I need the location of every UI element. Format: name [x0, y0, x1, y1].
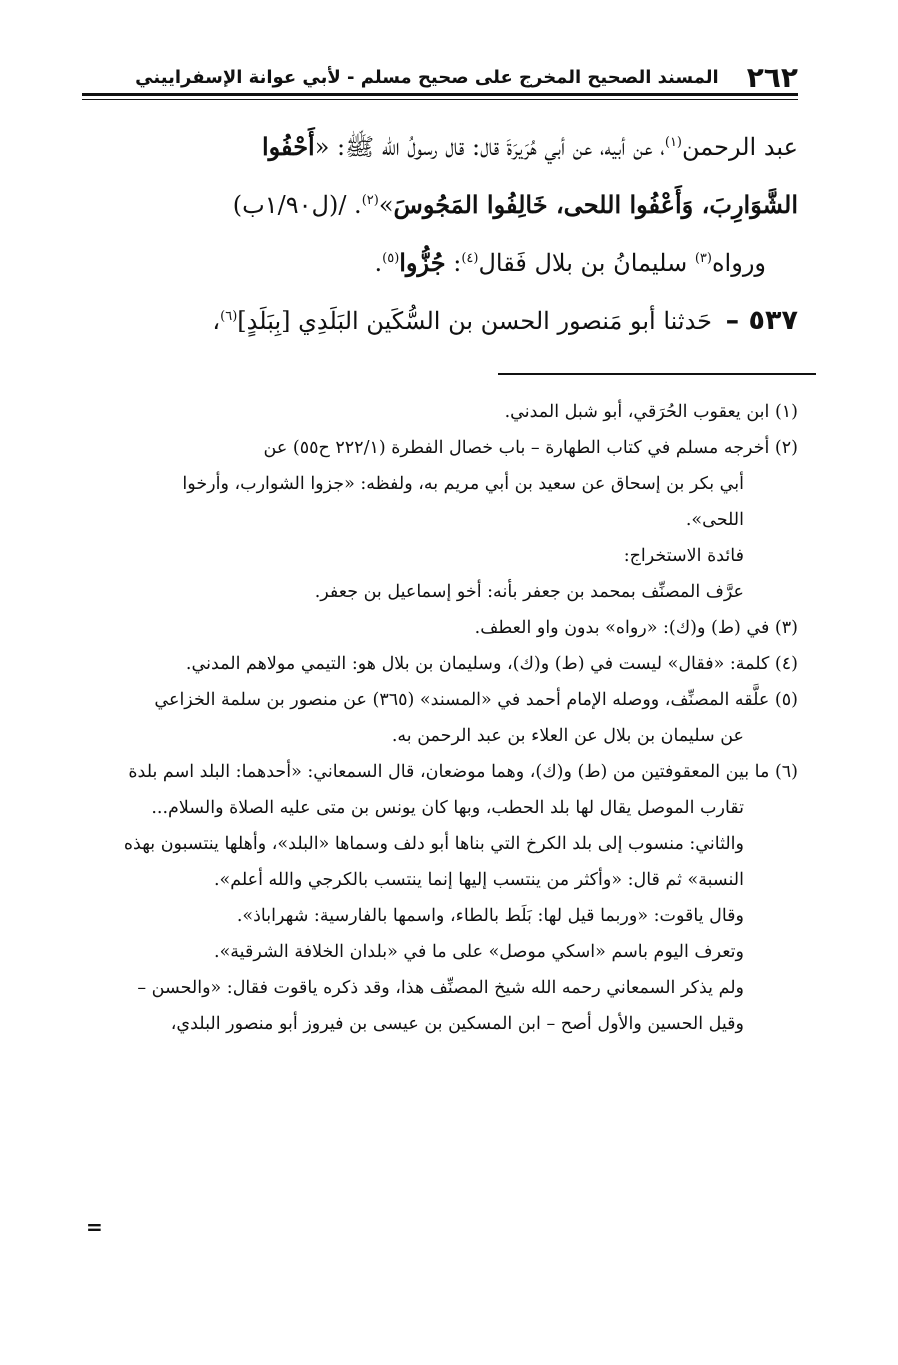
manuscript-ref: . /(ل١/٩٠ب) — [232, 191, 362, 219]
footnote-ref-6: (٦) — [220, 309, 238, 324]
hadith-number: ٥٣٧ – — [725, 305, 798, 336]
footnote-5: (٥) علَّقه المصنِّف، ووصله الإمام أحمد في «المسند» (٣٦٥) عن منصور بن سلمة الخزاعي — [154, 690, 798, 710]
header-rule — [82, 99, 798, 100]
continuation-mark: = — [86, 1215, 103, 1239]
footnote-6-cont: النسبة» ثم قال: «وأكثر من ينتسب إليها إنما ينتسب بالكرجي والله أعلم». — [213, 870, 744, 890]
text-span: ، عن أبيه، عن أبي هُرَيرَةَ قال: قال رسولُ الله ﷺ: « — [314, 133, 665, 161]
footnote-6-cont: تقارب الموصل يقال لها بلد الحطب، وبها كان يونس بن متى عليه الصلاة والسلام... — [151, 798, 744, 818]
text-span: : — [445, 249, 462, 277]
footnote-6-cont: والثاني: منسوب إلى بلد الكرخ التي بناها أبو دلف وسماها «البلد»، وأهلها ينتسبون بهذه — [123, 834, 744, 854]
footnote-6-cont: ولم يذكر السمعاني رحمه الله شيخ المصنِّف هذا، وقد ذكره ياقوت فقال: «والحسن – — [137, 978, 744, 998]
footnote-2-cont: اللحى». — [685, 510, 744, 530]
main-line-1 — [82, 118, 798, 176]
footnote-4: (٤) كلمة: «فقال» ليست في (ط) و(ك)، وسليمان بن بلال هو: التيمي مولاهم المدني. — [185, 654, 798, 674]
hadith-text: جُزُّوا — [399, 248, 446, 277]
text-span: » — [378, 191, 394, 219]
main-line-4 — [82, 292, 798, 350]
footnote-5-cont: عن سليمان بن بلال عن العلاء بن عبد الرحمن به. — [391, 726, 744, 746]
text-span: عبد الرحمن — [682, 133, 798, 161]
page-number: ٢٦٢ — [746, 61, 798, 94]
hadith-text: الشَّوَارِبَ، وَأَعْفُوا اللحى، خَالِفُوا المَجُوسَ — [393, 190, 798, 219]
text-span: ورواه — [711, 249, 766, 277]
main-line-2 — [82, 176, 798, 234]
footnote-6-cont: وقال ياقوت: «وربما قيل لها: بَلَط بالطاء، واسمها بالفارسية: شهراباذ». — [236, 906, 744, 926]
footnote-3: (٣) في (ط) و(ك): «رواه» بدون واو العطف. — [474, 618, 798, 638]
footnote-ref-1: (١) — [664, 135, 682, 150]
footnote-6-cont: وتعرف اليوم باسم «اسكي موصل» على ما في «بلدان الخلافة الشرقية». — [214, 942, 744, 962]
footnote-ref-4: (٤) — [461, 251, 479, 266]
footnote-ref-5: (٥) — [382, 251, 400, 266]
text-span: حَدثنا أبو مَنصور الحسن بن السُّكَين البَلَدِي [بِبَلَدٍ] — [237, 307, 720, 335]
footnote-2-cont: فائدة الاستخراج: — [623, 546, 744, 566]
text-span: . — [374, 249, 383, 277]
footnotes — [82, 394, 798, 1042]
footnote-1: (١) ابن يعقوب الحُرَقي، أبو شبل المدني. — [504, 402, 798, 422]
text-span: سليمانُ بن بلال فَقال — [478, 249, 695, 277]
main-line-3 — [82, 234, 798, 292]
footnote-ref-2: (٢) — [361, 193, 379, 208]
footnote-2-cont: عرَّف المصنِّف بمحمد بن جعفر بأنه: أخو إسماعيل بن جعفر. — [314, 582, 744, 602]
hadith-text: أَحْفُوا — [261, 132, 315, 161]
footnote-6: (٦) ما بين المعقوفتين من (ط) و(ك)، وهما موضعان، قال السمعاني: «أحدهما: البلد اسم بلدة — [128, 762, 798, 782]
footnote-6-cont: وقيل الحسين والأول أصح – ابن المسكين بن عيسى بن فيروز أبو منصور البلدي، — [170, 1014, 744, 1034]
main-text — [82, 118, 798, 350]
running-title: المسند الصحيح المخرج على صحيح مسلم - لأبي عوانة الإسفراييني — [135, 67, 719, 88]
footnote-2-cont: أبي بكر بن إسحاق عن سعيد بن أبي مريم به، ولفظه: «جزوا الشوارب، وأرخوا — [182, 474, 744, 494]
text-span: ، — [212, 307, 221, 335]
page-header — [82, 62, 798, 96]
footnote-ref-3: (٣) — [694, 251, 712, 266]
footnote-separator — [498, 373, 816, 375]
footnote-2: (٢) أخرجه مسلم في كتاب الطهارة – باب خصال الفطرة (٢٢٢/١ ح٥٥) عن — [263, 438, 798, 458]
